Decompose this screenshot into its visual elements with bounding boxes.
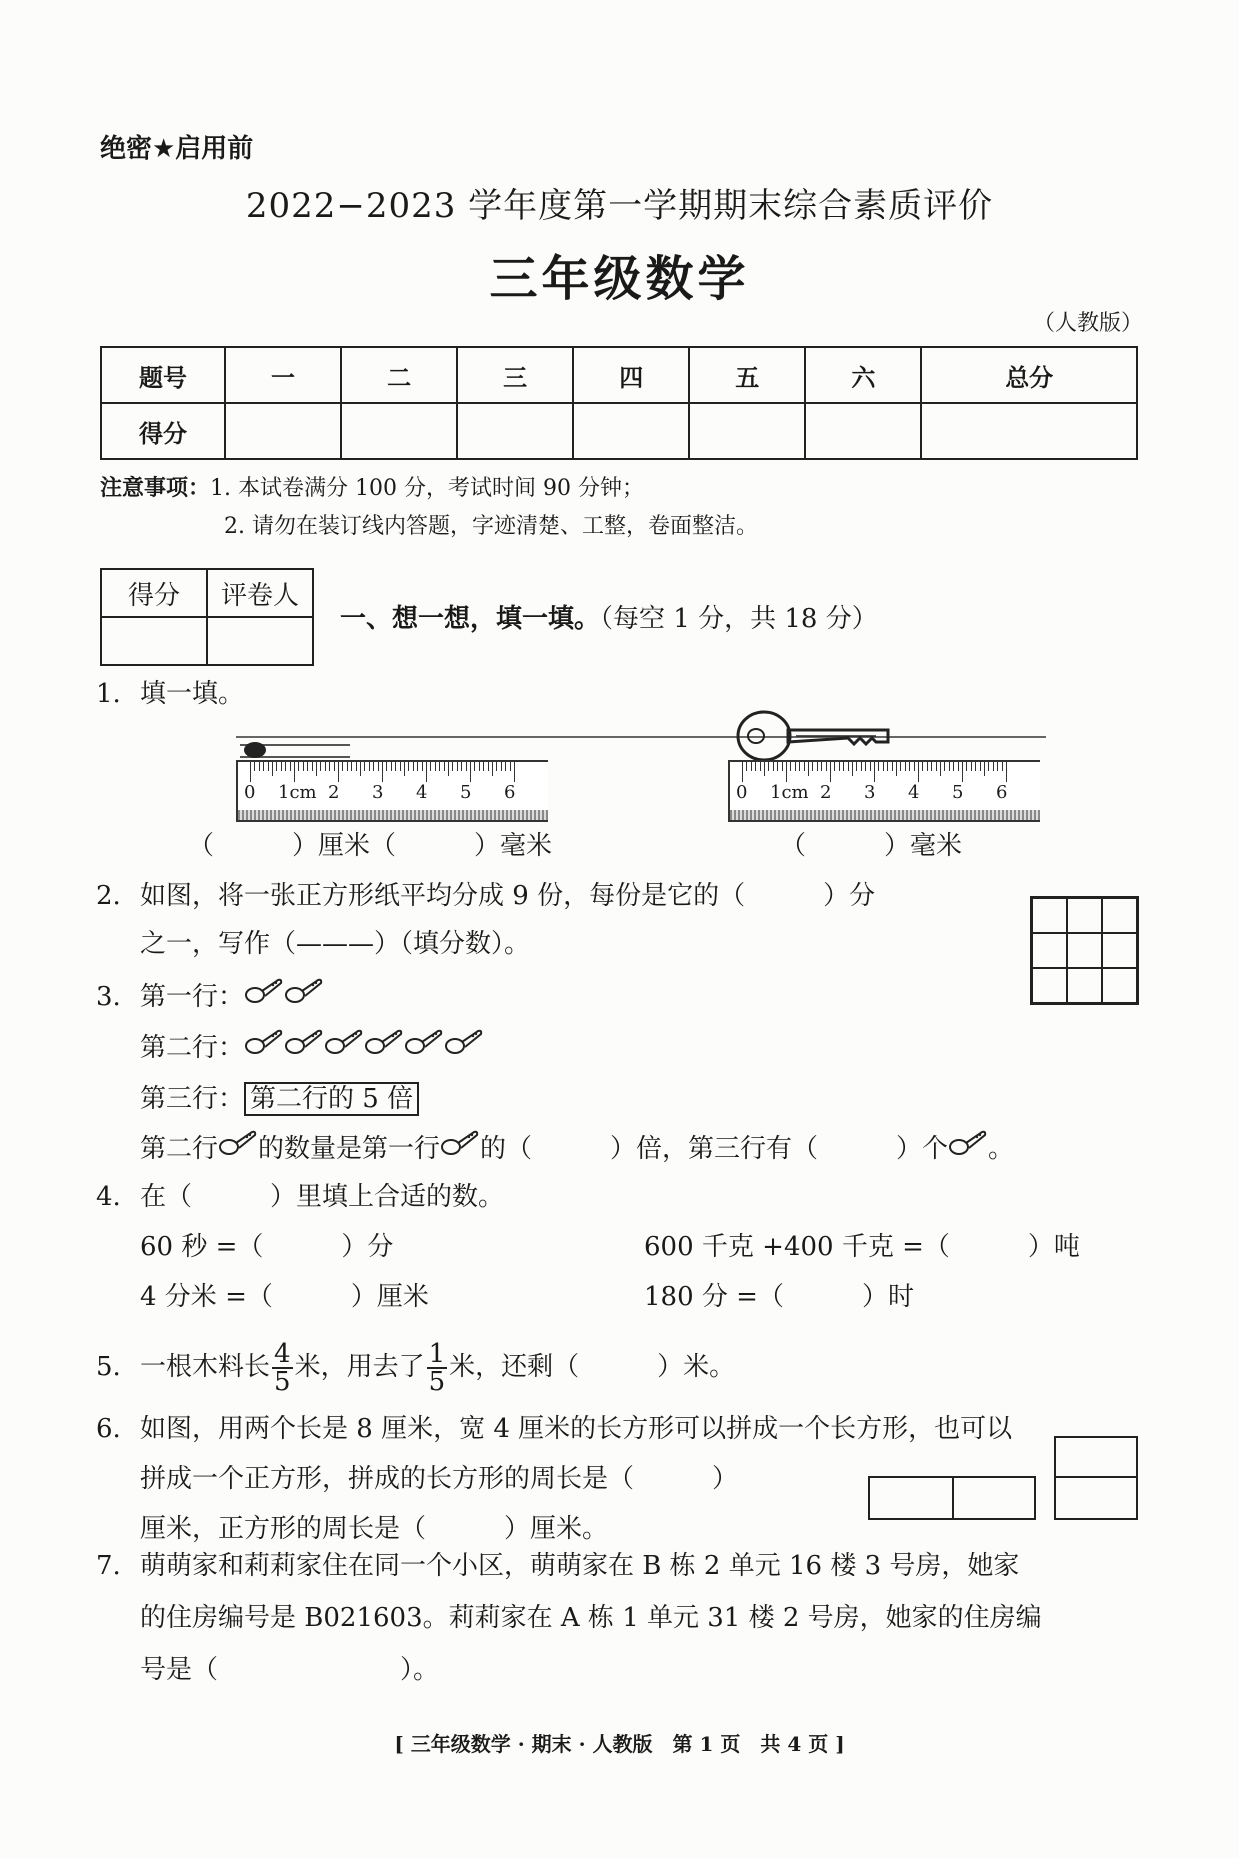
question-text: 米，用去了 — [294, 1352, 425, 1382]
ruler-tick — [254, 762, 255, 771]
question-text: 如图，用两个长是 8 厘米，宽 4 厘米的长方形可以拼成一个长方形，也可以 — [140, 1414, 1013, 1444]
spoon-group — [440, 1134, 480, 1164]
question-5 — [96, 1334, 735, 1400]
ruler-left — [236, 720, 566, 820]
ruler-tick — [457, 762, 458, 771]
fraction-numerator: 1 — [428, 1339, 446, 1369]
score-cell: 题号 — [101, 347, 225, 403]
ruler-tick — [435, 762, 436, 771]
ruler-tick — [417, 762, 418, 771]
question-number: 6. — [96, 1414, 121, 1444]
ruler-tick — [826, 762, 827, 771]
score-blank[interactable] — [225, 403, 341, 459]
ruler-tick — [373, 762, 374, 771]
conversion-c[interactable]: 4 分米 =（ ）厘米 — [140, 1282, 429, 1312]
ruler-hatch — [730, 810, 1040, 820]
ruler-tick — [782, 762, 783, 771]
grid-cell — [1067, 898, 1102, 933]
ruler-tick — [356, 762, 357, 771]
ruler-tick — [492, 762, 493, 776]
edition-label: （人教版） — [1032, 311, 1143, 336]
ruler-label: 5 — [460, 782, 472, 803]
grid-cell — [1032, 898, 1067, 933]
ruler-tick — [347, 762, 348, 771]
ruler-tick — [988, 762, 989, 771]
ruler-tick — [325, 762, 326, 771]
ruler-tick — [430, 762, 431, 771]
ruler-label: 1cm — [770, 782, 809, 803]
ruler-tick — [514, 762, 515, 782]
ruler-tick — [751, 762, 752, 771]
ruler-tick — [272, 762, 273, 776]
question-text: 一根木料长 — [140, 1352, 271, 1382]
question-text: 第二行 — [140, 1134, 219, 1164]
ruler-tick — [294, 762, 295, 782]
row-label: 第二行： — [140, 1033, 245, 1063]
section-note: （每空 1 分，共 18 分） — [600, 604, 878, 634]
square-divider — [1054, 1476, 1136, 1478]
spoon-icon — [444, 1024, 484, 1074]
ruler-tick — [426, 762, 427, 782]
score-blank[interactable] — [573, 403, 689, 459]
ruler-tick — [408, 762, 409, 771]
score-cell: 总分 — [921, 347, 1137, 403]
ruler-tick — [483, 762, 484, 771]
spoon-icon — [440, 1125, 480, 1175]
ruler-tick — [474, 762, 475, 771]
ruler-tick — [931, 762, 932, 771]
grid-cell — [1067, 933, 1102, 968]
ruler-tick — [817, 762, 818, 771]
question-7 — [96, 1540, 1042, 1696]
grader-name-label: 评卷人 — [207, 569, 313, 617]
ruler-label: 5 — [952, 782, 964, 803]
ruler-tick — [883, 762, 884, 771]
score-cell: 一 — [225, 347, 341, 403]
grader-score-label: 得分 — [101, 569, 207, 617]
ruler-tick — [786, 762, 787, 782]
ruler-tick — [413, 762, 414, 771]
ruler-tick — [510, 762, 511, 771]
grid-cell — [1067, 968, 1102, 1003]
score-table-score-row — [101, 403, 1137, 459]
ruler-tick — [351, 762, 352, 771]
ruler-tick — [949, 762, 950, 771]
question-text[interactable]: 厘米，正方形的周长是（ ）厘米。 — [140, 1514, 609, 1544]
spoon-icon — [244, 973, 284, 1023]
score-table — [100, 346, 1138, 460]
question-text[interactable]: 拼成一个正方形，拼成的长方形的周长是（ ） — [140, 1464, 739, 1494]
ruler-tick — [505, 762, 506, 771]
ruler-right — [728, 720, 1058, 820]
ruler-tick — [927, 762, 928, 771]
confidential-label: 绝密★启用前 — [100, 134, 254, 164]
ruler-tick — [479, 762, 480, 771]
ruler-tick — [285, 762, 286, 771]
ruler-tick — [887, 762, 888, 771]
ruler-tick — [839, 762, 840, 771]
ruler-tick — [316, 762, 317, 776]
question-text[interactable]: 的（ ）倍，第三行有（ ）个 — [480, 1134, 949, 1164]
ruler-tick — [984, 762, 985, 776]
ruler-label: 2 — [328, 782, 340, 803]
score-blank[interactable] — [689, 403, 805, 459]
question-number: 5. — [96, 1352, 121, 1382]
ruler-tick — [501, 762, 502, 771]
ruler-tick — [764, 762, 765, 776]
spoon-icon — [364, 1024, 404, 1074]
ruler-tick — [746, 762, 747, 771]
rectangle-divider — [952, 1476, 954, 1518]
question-number: 3. — [96, 982, 121, 1012]
ruler-tick — [865, 762, 866, 771]
score-cell: 六 — [805, 347, 921, 403]
ruler-tick — [777, 762, 778, 771]
ruler-tick — [892, 762, 893, 771]
ruler-tick — [360, 762, 361, 776]
fraction-4-5 — [272, 1341, 293, 1395]
ruler-tick — [369, 762, 370, 771]
ruler-tick — [830, 762, 831, 782]
question-number: 7. — [96, 1551, 121, 1581]
ruler-tick — [980, 762, 981, 771]
ruler-tick — [364, 762, 365, 771]
ruler-tick — [936, 762, 937, 771]
ruler-tick — [962, 762, 963, 782]
ruler-tick — [439, 762, 440, 771]
grid-cell — [1032, 933, 1067, 968]
score-cell: 五 — [689, 347, 805, 403]
question-2 — [96, 872, 875, 968]
ruler-tick — [470, 762, 471, 782]
fraction-denominator: 5 — [274, 1367, 291, 1397]
score-blank[interactable] — [457, 403, 573, 459]
question-text: 填一填。 — [140, 679, 245, 709]
ruler-tick — [448, 762, 449, 776]
grader-table — [100, 568, 314, 666]
ruler-tick — [760, 762, 761, 771]
ruler-tick — [281, 762, 282, 771]
spoon-icon — [948, 1125, 988, 1175]
score-cell: 三 — [457, 347, 573, 403]
ruler-tick — [975, 762, 976, 771]
ruler-tick — [1002, 762, 1003, 771]
ruler-tick — [870, 762, 871, 771]
notes-label: 注意事项： — [100, 476, 211, 501]
row-label: 第一行： — [140, 982, 245, 1012]
ruler-label: 0 — [244, 782, 256, 803]
ruler-tick — [971, 762, 972, 771]
ruler-tick — [298, 762, 299, 771]
ruler-tick — [914, 762, 915, 771]
spoon-icon — [284, 973, 324, 1023]
ruler-tick — [312, 762, 313, 771]
ruler-tick — [400, 762, 401, 771]
ruler-label: 1cm — [278, 782, 317, 803]
ruler-tick — [918, 762, 919, 782]
ruler-tick — [263, 762, 264, 771]
row-label: 第三行： — [140, 1084, 245, 1114]
ruler-label: 4 — [416, 782, 428, 803]
score-blank[interactable] — [805, 403, 921, 459]
grid-cell — [1032, 968, 1067, 1003]
score-cell: 二 — [341, 347, 457, 403]
ruler-tick — [812, 762, 813, 771]
q1-blank-right[interactable]: （ ）毫米 — [780, 831, 963, 861]
ruler-hatch — [238, 810, 548, 820]
ruler-tick — [905, 762, 906, 771]
ruler-tick — [773, 762, 774, 771]
ruler-tick — [878, 762, 879, 771]
grader-name-blank[interactable] — [207, 617, 313, 665]
score-table-header-row — [101, 347, 1137, 403]
spoon-group — [244, 1033, 484, 1063]
ruler-tick — [795, 762, 796, 771]
ruler-tick — [422, 762, 423, 771]
exam-title: 2022−2023 学年度第一学期期末综合素质评价 — [245, 186, 994, 226]
ruler-tick — [755, 762, 756, 771]
ruler-tick — [922, 762, 923, 771]
question-number: 2. — [96, 881, 121, 911]
ruler-tick — [268, 762, 269, 771]
spoon-group — [244, 982, 324, 1012]
ruler-tick — [944, 762, 945, 771]
notes — [100, 470, 758, 546]
ruler-label: 3 — [372, 782, 384, 803]
ruler-tick — [900, 762, 901, 771]
ruler-tick — [382, 762, 383, 782]
fraction-denominator: 5 — [428, 1367, 446, 1397]
question-text[interactable]: 米，还剩（ ）米。 — [449, 1352, 736, 1382]
question-4 — [96, 1172, 504, 1322]
conversion-d[interactable]: 180 分 =（ ）时 — [644, 1282, 914, 1312]
ruler-tick — [742, 762, 743, 782]
ruler-tick — [909, 762, 910, 771]
ruler-tick — [874, 762, 875, 782]
ruler-tick — [843, 762, 844, 771]
ruler-label: 6 — [996, 782, 1008, 803]
question-3 — [96, 972, 1014, 1175]
notes-line: 2. 请勿在装订线内答题，字迹清楚、工整，卷面整洁。 — [224, 514, 758, 539]
ruler-tick — [953, 762, 954, 771]
ruler-tick — [378, 762, 379, 771]
spoon-icon — [218, 1125, 258, 1175]
section-heading — [340, 598, 878, 635]
subject-title: 三年级数学 — [489, 251, 750, 307]
ruler-tick — [821, 762, 822, 771]
ruler-tick — [329, 762, 330, 771]
ruler-tick — [848, 762, 849, 771]
ruler-tick — [320, 762, 321, 771]
score-blank[interactable] — [921, 403, 1137, 459]
ruler-tick — [342, 762, 343, 771]
ruler-label: 2 — [820, 782, 832, 803]
ruler-tick — [334, 762, 335, 771]
ruler-tick — [799, 762, 800, 771]
ruler-tick — [768, 762, 769, 771]
ruler-tick — [386, 762, 387, 771]
ruler-tick — [940, 762, 941, 776]
ruler-tick — [958, 762, 959, 771]
ruler-label: 4 — [908, 782, 920, 803]
spoon-icon — [404, 1024, 444, 1074]
spoon-group — [218, 1134, 258, 1164]
ruler-tick — [259, 762, 260, 771]
question-text: 的住房编号是 B021603。莉莉家在 A 栋 1 单元 31 楼 2 号房，她家的住房编 — [140, 1603, 1042, 1633]
section-title: 一、想一想，填一填。 — [340, 604, 601, 634]
ruler-tick — [444, 762, 445, 771]
notes-line: 1. 本试卷满分 100 分，考试时间 90 分钟； — [210, 476, 644, 501]
question-text: 的数量是第一行 — [258, 1134, 441, 1164]
grid-cell — [1102, 898, 1137, 933]
ruler-tick — [307, 762, 308, 771]
ruler-tick — [290, 762, 291, 771]
ruler-tick — [856, 762, 857, 771]
square-grid-figure — [1030, 896, 1139, 1005]
ruler-tick — [997, 762, 998, 771]
grader-score-blank[interactable] — [101, 617, 207, 665]
conversion-b[interactable]: 600 千克 +400 千克 =（ ）吨 — [644, 1232, 1080, 1262]
ruler-tick — [808, 762, 809, 776]
ruler-tick — [852, 762, 853, 776]
ruler-tick — [993, 762, 994, 771]
ruler-tick — [966, 762, 967, 771]
question-text[interactable]: 号是（ ）。 — [140, 1655, 440, 1685]
ruler-tick — [461, 762, 462, 771]
question-text[interactable]: 之一，写作（———）（填分数）。 — [140, 929, 531, 959]
ruler-label: 3 — [864, 782, 876, 803]
ruler-tick — [861, 762, 862, 771]
ruler-tick — [276, 762, 277, 771]
ruler-tick — [804, 762, 805, 771]
question-1 — [96, 670, 244, 718]
ruler-tick — [395, 762, 396, 771]
question-number: 1. — [96, 679, 121, 709]
ruler-label: 6 — [504, 782, 516, 803]
ruler-tick — [338, 762, 339, 782]
square-figure — [1054, 1436, 1138, 1520]
question-number: 4. — [96, 1182, 121, 1212]
spoon-icon — [284, 1024, 324, 1074]
conversion-a[interactable]: 60 秒 =（ ）分 — [140, 1232, 394, 1262]
question-text[interactable]: 如图，将一张正方形纸平均分成 9 份，每份是它的（ ）分 — [140, 881, 876, 911]
ruler-tick — [466, 762, 467, 771]
ruler-tick — [303, 762, 304, 771]
ruler-tick — [404, 762, 405, 776]
row3-boxed-text: 第二行的 5 倍 — [244, 1082, 419, 1116]
question-text: 萌萌家和莉莉家住在同一个小区，萌萌家在 B 栋 2 单元 16 楼 3 号房，她家 — [140, 1551, 1020, 1581]
score-cell: 得分 — [101, 403, 225, 459]
ruler-tick — [1006, 762, 1007, 782]
ruler-tick — [488, 762, 489, 771]
question-text: 。 — [988, 1134, 1015, 1164]
page-footer: [ 三年级数学 · 期末 · 人教版 第 1 页 共 4 页 ] — [394, 1732, 845, 1756]
q1-blank-left[interactable]: （ ）厘米（ ）毫米 — [188, 831, 553, 861]
ruler-tick — [250, 762, 251, 782]
spoon-icon — [244, 1024, 284, 1074]
question-text[interactable]: 在（ ）里填上合适的数。 — [140, 1182, 505, 1212]
ruler-tick — [790, 762, 791, 771]
score-blank[interactable] — [341, 403, 457, 459]
fraction-1-5 — [427, 1341, 448, 1395]
ruler-tick — [452, 762, 453, 771]
grid-cell — [1102, 968, 1137, 1003]
spoon-icon — [324, 1024, 364, 1074]
ruler-label: 0 — [736, 782, 748, 803]
ruler-tick — [896, 762, 897, 776]
ruler-tick — [834, 762, 835, 771]
fraction-numerator: 4 — [274, 1339, 291, 1369]
score-cell: 四 — [573, 347, 689, 403]
spoon-group — [948, 1134, 988, 1164]
grid-cell — [1102, 933, 1137, 968]
ruler-tick — [496, 762, 497, 771]
ruler-tick — [391, 762, 392, 771]
question-4-right — [644, 1222, 1080, 1322]
